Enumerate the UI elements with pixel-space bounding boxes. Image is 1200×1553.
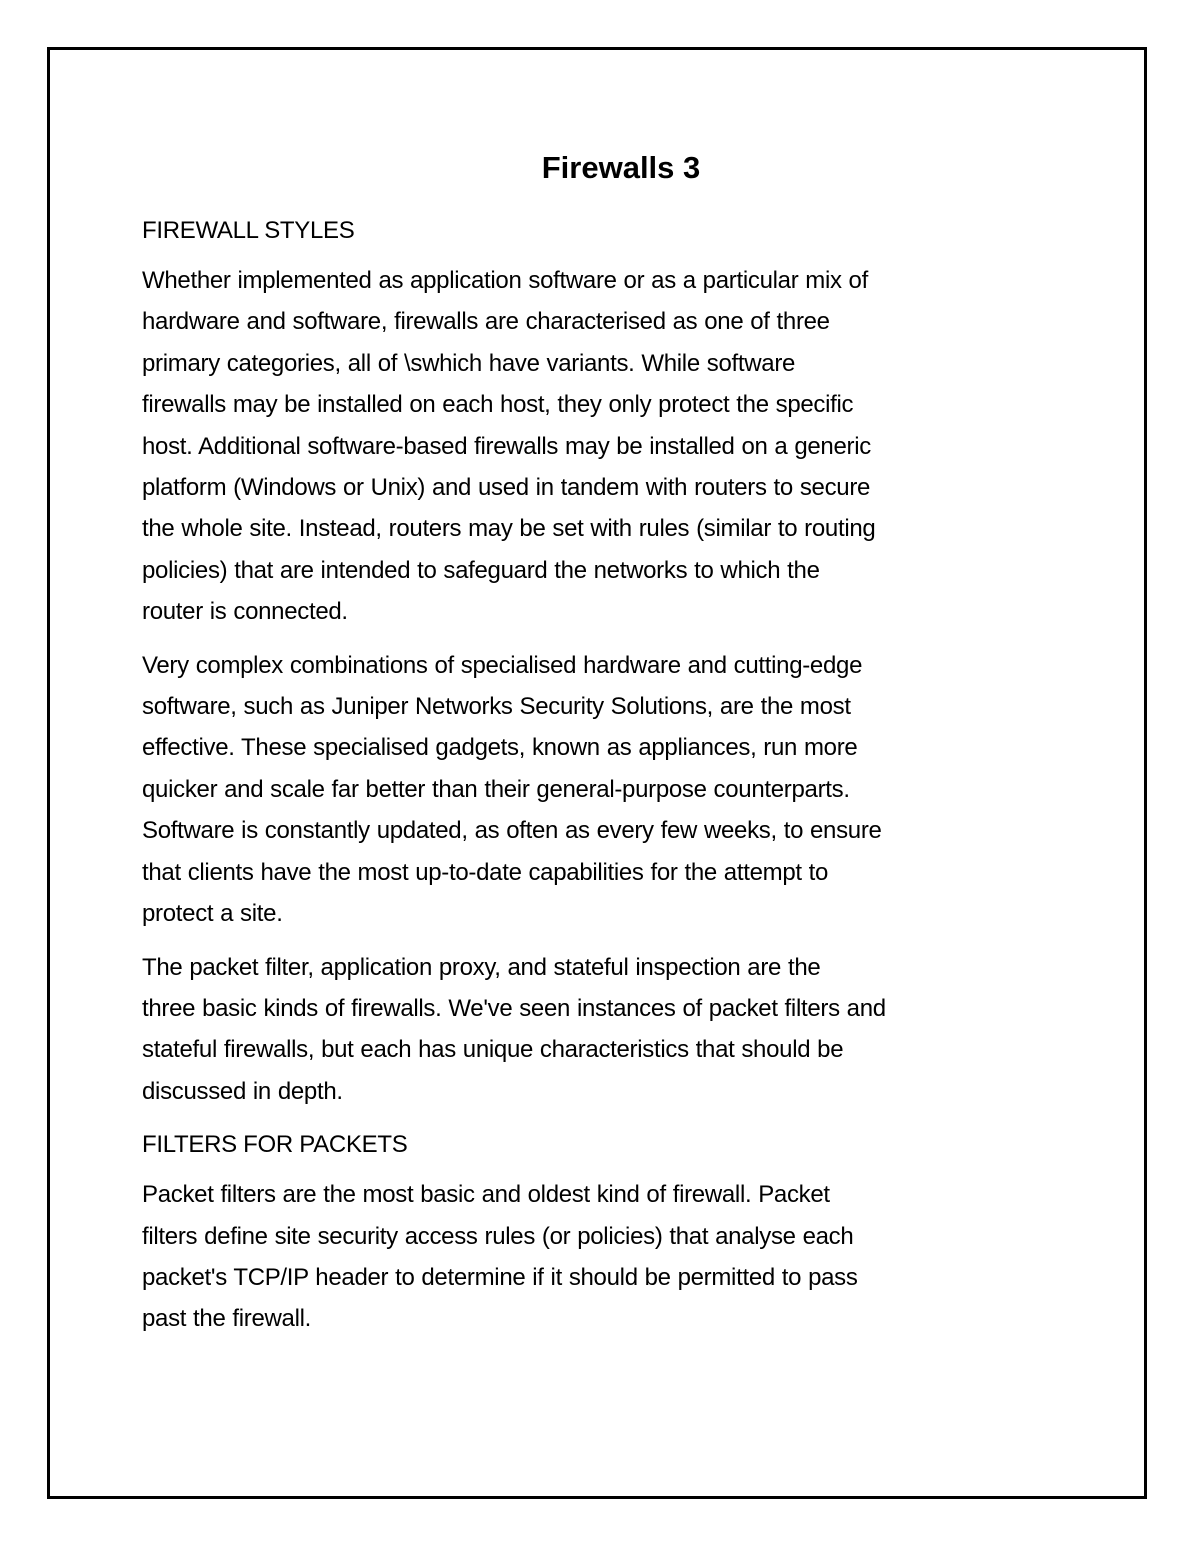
text-line: platform (Windows or Unix) and used in tandem with routers to secure — [142, 474, 871, 502]
text-line: router is connected. — [142, 598, 348, 626]
text-line: the whole site. Instead, routers may be set with rules (similar to routing — [142, 515, 876, 543]
text-line: policies) that are intended to safeguard the networks to which the — [142, 556, 820, 584]
text-line: software, such as Juniper Networks Security Solutions, are the most — [142, 693, 851, 721]
text-line: host. Additional software-based firewalls may be installed on a generic — [142, 432, 871, 460]
section-heading: FIREWALL STYLES — [142, 217, 355, 244]
section-heading: FILTERS FOR PACKETS — [142, 1131, 408, 1159]
paragraph — [142, 1174, 1082, 1340]
paragraph — [142, 947, 1082, 1113]
document-body — [142, 146, 1082, 1352]
page-title: Firewalls 3 — [541, 150, 701, 185]
section-filters-for-packets — [142, 1124, 1082, 1340]
text-line: that clients have the most up-to-date capabilities for the attempt to — [142, 858, 829, 886]
text-line: effective. These specialised gadgets, known as appliances, run more — [142, 734, 858, 762]
text-line: packet's TCP/IP header to determine if it should be permitted to pass — [142, 1263, 858, 1291]
text-line: Whether implemented as application software or as a particular mix of — [142, 267, 868, 294]
text-line: hardware and software, firewalls are characterised as one of three — [142, 308, 830, 336]
text-line: Packet filters are the most basic and oldest kind of firewall. Packet — [142, 1181, 830, 1209]
text-line: The packet filter, application proxy, and stateful inspection are the — [142, 953, 821, 981]
text-line: stateful firewalls, but each has unique characteristics that should be — [142, 1036, 844, 1064]
text-line: Very complex combinations of specialised hardware and cutting-edge — [142, 651, 863, 679]
text-line: protect a site. — [142, 900, 283, 928]
text-line: primary categories, all of \swhich have variants. While software — [142, 349, 796, 377]
section-firewall-styles — [142, 210, 1082, 1112]
text-line: quicker and scale far better than their general-purpose counterparts. — [142, 775, 850, 803]
text-line: three basic kinds of firewalls. We've seen instances of packet filters and — [142, 994, 886, 1022]
text-line: filters define site security access rules (or policies) that analyse each — [142, 1222, 854, 1250]
text-line: firewalls may be installed on each host, they only protect the specific — [142, 391, 854, 419]
paragraph — [142, 260, 1082, 633]
paragraph — [142, 645, 1082, 935]
text-line: Software is constantly updated, as often as every few weeks, to ensure — [142, 817, 882, 845]
text-line: discussed in depth. — [142, 1077, 343, 1105]
text-line: past the firewall. — [142, 1305, 312, 1333]
